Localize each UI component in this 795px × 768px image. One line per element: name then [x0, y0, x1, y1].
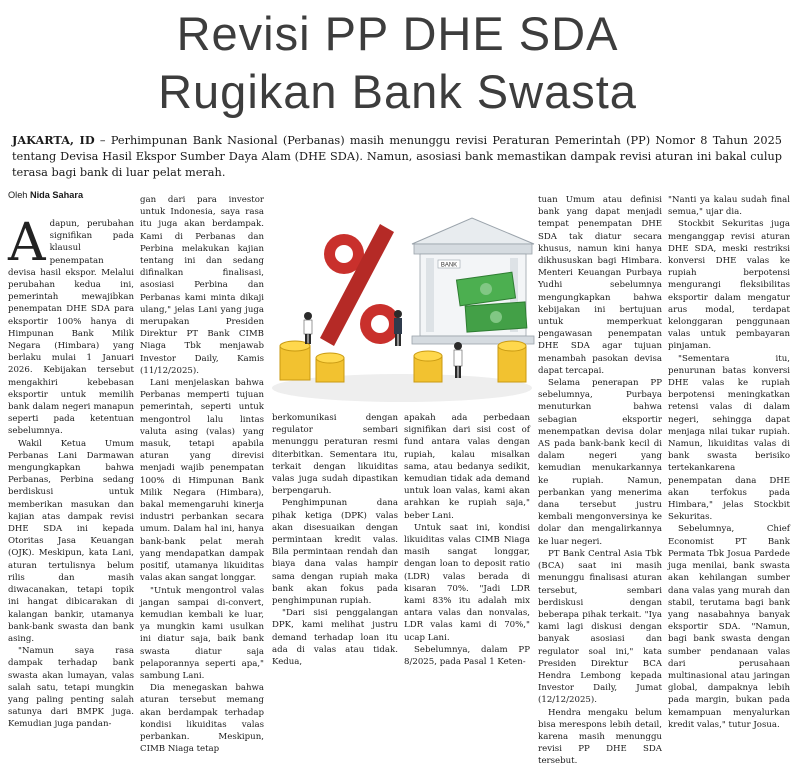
bank-sign: BANK — [440, 262, 458, 269]
paragraph: "Untuk mengontrol valas jangan sampai di-convert, kemudian kembali ke luar, ya mungkin kami usulkan ini diatur saja, baik bank swasta diatur saja pelaporannya seperti apa," sambung Lani. — [140, 585, 264, 681]
byline — [8, 190, 83, 200]
article-column-2 — [140, 194, 264, 755]
paragraph: "Sementara itu, penurunan batas konversi DHE valas ke rupiah berpotensi meningkatkan retensi valas di dalam negeri, sehingga dapat menjaga nilai tukar rupiah. Namun, likuiditas valas di bank swasta berisiko tertekankarena penempatan dana DHE akan terfokus pada Himbara," jelas Stockbit Sekuritas. — [668, 353, 790, 523]
headline-line-1: Revisi PP DHE SDA — [176, 7, 619, 60]
article-column-6 — [668, 194, 790, 730]
paragraph: Penghimpunan dana pihak ketiga (DPK) valas akan disesuaikan dengan permintaan kredit valas. Bila permintaan rendah dan biaya dana valas hampir sama dengan rupiah maka bank akan fokus pada penghimpunan rupiah. — [272, 498, 398, 607]
paragraph: dapun, perubahan signifikan pada klausul penempatan devisa hasil ekspor. Melalui perubahan kedua ini, pemerintah mewajibkan penempatan DHE SDA para eksportir 100% hanya di Himpunan Bank Milik Negara (Himbara) yang berlaku mulai 1 Januari 2026. Kebijakan tersebut mengakhiri kebebasan eksportir untuk memilih bank dalam negeri manapun seperti pada ketentuan sebelumnya. — [8, 219, 134, 437]
drop-cap: A — [8, 213, 46, 273]
bank-illustration-icon — [262, 196, 540, 406]
byline-author: Nida Sahara — [29, 190, 84, 200]
paragraph: apakah ada perbedaan signifikan dari sisi cost of fund antara valas dengan rupiah, kalau misalkan sama, atau bedanya sedikit, kemudian tidak ada demand untuk loan valas, kami akan arahkan ke rupiah saja," beber Lani. — [404, 413, 530, 521]
paragraph: Wakil Ketua Umum Perbanas Lani Darmawan mengungkapkan bahwa Perbanas, Perbina sedang berdiskusi untuk memberikan masukan dan kajian atas dampak revisi DHE SDA ini kepada Otoritas Jasa Keuangan (OJK). Meskipun, kata Lani, aturan tertulisnya belum rilis dan masih diwacanakan, tetapi topik ini hangat dibicarakan di kalangan bankir, utamanya bank-bank swasta dan bank asing. — [8, 438, 134, 644]
paragraph: tuan Umum atau definisi bank yang dapat menjadi tempat penempatan DHE SDA tak diatur secara khusus, namun kini hanya dikhususkan bagi Himbara. Menteri Keuangan Purbaya Yudhi sebelumnya mengungkapkan bahwa kebijakan ini bertujuan untuk memperkuat pengawasan penempatan DHE SDA agar tujuan menambah pasokan devisa dapat tercapai. — [538, 195, 662, 376]
paragraph: PT Bank Central Asia Tbk (BCA) saat ini masih menunggu finalisasi aturan tersebut, sembari berdiskusi dengan beberapa pihak terkait. "Iya kami lagi diskusi dengan banyak asosiasi dan regulator soal ini," kata Presiden Direktur BCA Hendra Lembong kepada Investor Daily, Jumat (12/12/2025). — [538, 548, 662, 706]
paragraph: "Dari sisi penggalangan DPK, kami melihat justru demand terhadap loan itu ada di valas atau tidak. Kedua, — [272, 608, 398, 668]
paragraph: Hendra mengaku belum bisa merespons lebih detail, karena masih menunggu revisi PP DHE SDA tersebut. — [538, 707, 662, 767]
paragraph: "Namun saya rasa dampak terhadap bank swasta akan lumayan, valas salah satu, tetapi mungkin yang paling penting salah satunya dari BMPK juga. Kemudian juga pandan- — [8, 646, 134, 730]
lead-text: – Perhimpunan Bank Nasional (Perbanas) masih menunggu revisi Peraturan Pemerintah (PP) Nomor 8 Tahun 2025 tentang Devisa Hasil Ekspor Sumber Daya Alam (DHE SDA). Namun, asosiasi bank memastikan dampak revisi aturan ini bakal culup terasa bagi bank di luar pelat merah. — [12, 134, 782, 179]
article-column-1 — [8, 213, 134, 730]
paragraph: gan dari para investor untuk Indonesia, saya rasa itu juga akan berdampak. Kami di Perbanas dan Perbina melakukan kajian tentang ini dan sedang difinalkan finalisasi, asosiasi Perbina dan Perbanas kami minta dikaji ulang," jelas Lani yang juga merupakan Presiden Direktur PT Bank CIMB Niaga Tbk menjawab Investor Daily, Kamis (11/12/2025). — [140, 195, 264, 376]
headline-line-2: Rugikan Bank Swasta — [158, 65, 637, 118]
paragraph: Sebelumnya, dalam PP 8/2025, pada Pasal 1 Keten- — [404, 644, 530, 668]
lead-paragraph — [12, 132, 782, 181]
percent-sign-icon — [320, 224, 400, 346]
article-column-3 — [272, 412, 398, 668]
byline-prefix: Oleh — [8, 190, 30, 200]
dateline: JAKARTA, ID — [12, 133, 95, 147]
paragraph: Untuk saat ini, kondisi likuiditas valas CIMB Niaga masih sangat longgar, dengan loan to deposit ratio (LDR) valas berada di kisaran 70%. "Jadi LDR kami 83% itu adalah mix antara valas dan nonvalas, LDR valas kami di 70%," ucap Lani. — [404, 522, 530, 643]
paragraph: "Nanti ya kalau sudah final semua," ujar dia. — [668, 195, 790, 218]
paragraph: Stockbit Sekuritas juga menganggap revisi aturan DHE SDA, meski restriksi konversi DHE valas ke rupiah berpotensi mengurangi fleksibilitas eksportir dalam mengatur arus modal, terdapat kelonggaran penggunaan valas untuk pembayaran pinjaman. — [668, 219, 790, 352]
article-column-5 — [538, 194, 662, 767]
paragraph: Sebelumnya, Chief Economist PT Bank Permata Tbk Josua Pardede juga menilai, bank swasta akan kehilangan sumber dana valas yang murah dan stabil, terutama bagi bank yang nasabahnya banyak eksportir SDA. "Namun, bagi bank swasta dengan sumber pendanaan valas dari perusahaan multinasional atau jaringan global, dampaknya lebih pada margin, bukan pada kemampuan menyalurkan kredit valas," tutur Josua. — [668, 524, 790, 730]
paragraph: Selama penerapan PP sebelumnya, Purbaya menuturkan bahwa sebagian eksportir menempatkan devisa dolar AS pada bank-bank kecil di dalam negeri yang kemudian menukarkannya ke rupiah. Namun, perbankan yang menerima dana tersebut justru kembali mengonversinya ke dolar dan mengalirkannya ke luar negeri. — [538, 378, 662, 547]
paragraph: Lani menjelaskan bahwa Perbanas memperti tujuan pemerintah, seperti untuk mengontrol lalu lintas valuta asing (valas) yang masuk, tetapi apabila aturan yang direvisi menjadi wajib penempatan 100% di Himpunan Bank Milik Negara (Himbara), bakal memengaruhi kinerja industri perbankan secara umum. Dalam hal ini, hanya bank-bank pelat merah yang mendapatkan dampak positif, utamanya likuiditas valas akan sangat longgar. — [140, 378, 264, 584]
article-column-4 — [404, 412, 530, 668]
paragraph: berkomunikasi dengan regulator sembari menunggu peraturan resmi diterbitkan. Sementara itu, terkait dengan likuiditas valas juga sudah dipastikan berpengaruh. — [272, 413, 398, 497]
paragraph: Dia menegaskan bahwa aturan tersebut memang akan berdampak terhadap kondisi likuiditas valas perbankan. Meskipun, CIMB Niaga tetap — [140, 683, 264, 755]
